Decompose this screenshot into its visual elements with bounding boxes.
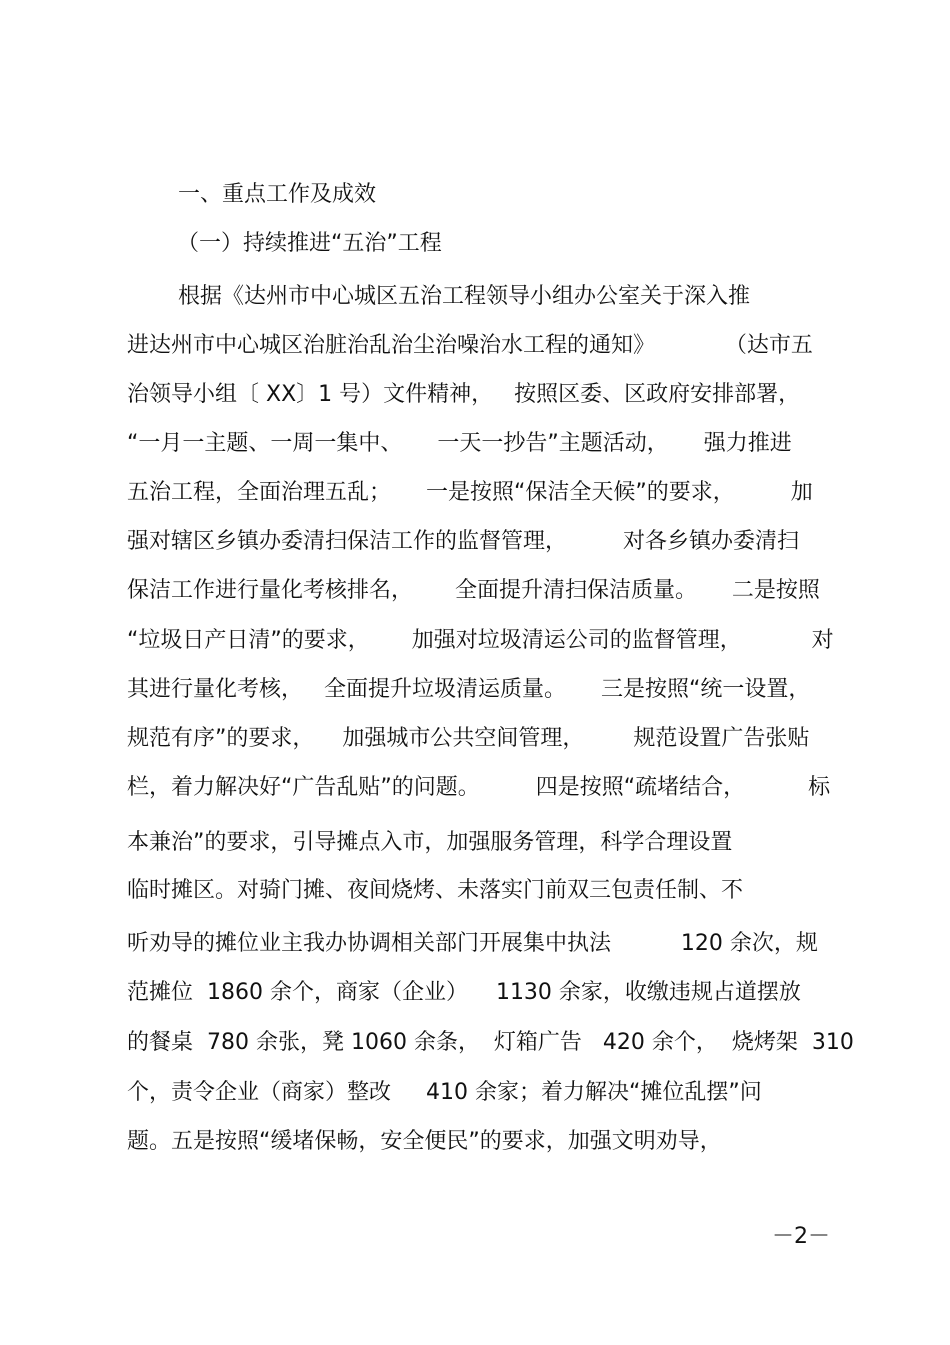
body-line: 个，责令企业（商家）整改 410 余家；着力解决“摊位乱摆”问	[127, 1080, 762, 1105]
section-heading: 一、重点工作及成效	[178, 182, 377, 207]
body-line: 的餐桌 780 余张，凳 1060 余条， 灯箱广告 420 余个， 烧烤架 310	[127, 1030, 854, 1055]
body-line: 进达州市中心城区治脏治乱治尘治噪治水工程的通知》 （达市五	[127, 333, 813, 358]
body-line: “一月一主题、一周一集中、 一天一抄告”主题活动， 强力推进	[127, 431, 792, 456]
body-line: 本兼治”的要求，引导摊点入市，加强服务管理，科学合理设置	[127, 830, 733, 855]
page-number: －2－	[772, 1224, 830, 1249]
body-line: “垃圾日产日清”的要求， 加强对垃圾清运公司的监督管理， 对	[127, 628, 834, 653]
body-line: 治领导小组〔 XX〕1 号）文件精神， 按照区委、区政府安排部署，	[127, 382, 801, 407]
body-line: 题。五是按照“缓堵保畅，安全便民”的要求，加强文明劝导，	[127, 1129, 722, 1154]
body-line: 规范有序”的要求， 加强城市公共空间管理， 规范设置广告张贴	[127, 726, 810, 751]
subsection-heading: （一）持续推进“五治”工程	[177, 231, 442, 256]
body-line: 保洁工作进行量化考核排名， 全面提升清扫保洁质量。 二是按照	[127, 578, 820, 603]
body-line: 根据《达州市中心城区五治工程领导小组办公室关于深入推	[178, 284, 751, 309]
body-line: 栏，着力解决好“广告乱贴”的问题。 四是按照“疏堵结合， 标	[127, 775, 831, 800]
body-line: 五治工程，全面治理五乱； 一是按照“保洁全天候”的要求， 加	[127, 480, 813, 505]
body-line: 听劝导的摊位业主我办协调相关部门开展集中执法 120 余次，规	[127, 931, 818, 956]
body-line: 强对辖区乡镇办委清扫保洁工作的监督管理， 对各乡镇办委清扫	[127, 529, 799, 554]
body-line: 范摊位 1860 余个，商家（企业） 1130 余家，收缴违规占道摆放	[127, 980, 801, 1005]
body-line: 其进行量化考核， 全面提升垃圾清运质量。 三是按照“统一设置，	[127, 677, 811, 702]
body-line: 临时摊区。对骑门摊、夜间烧烤、未落实门前双三包责任制、不	[127, 878, 744, 903]
